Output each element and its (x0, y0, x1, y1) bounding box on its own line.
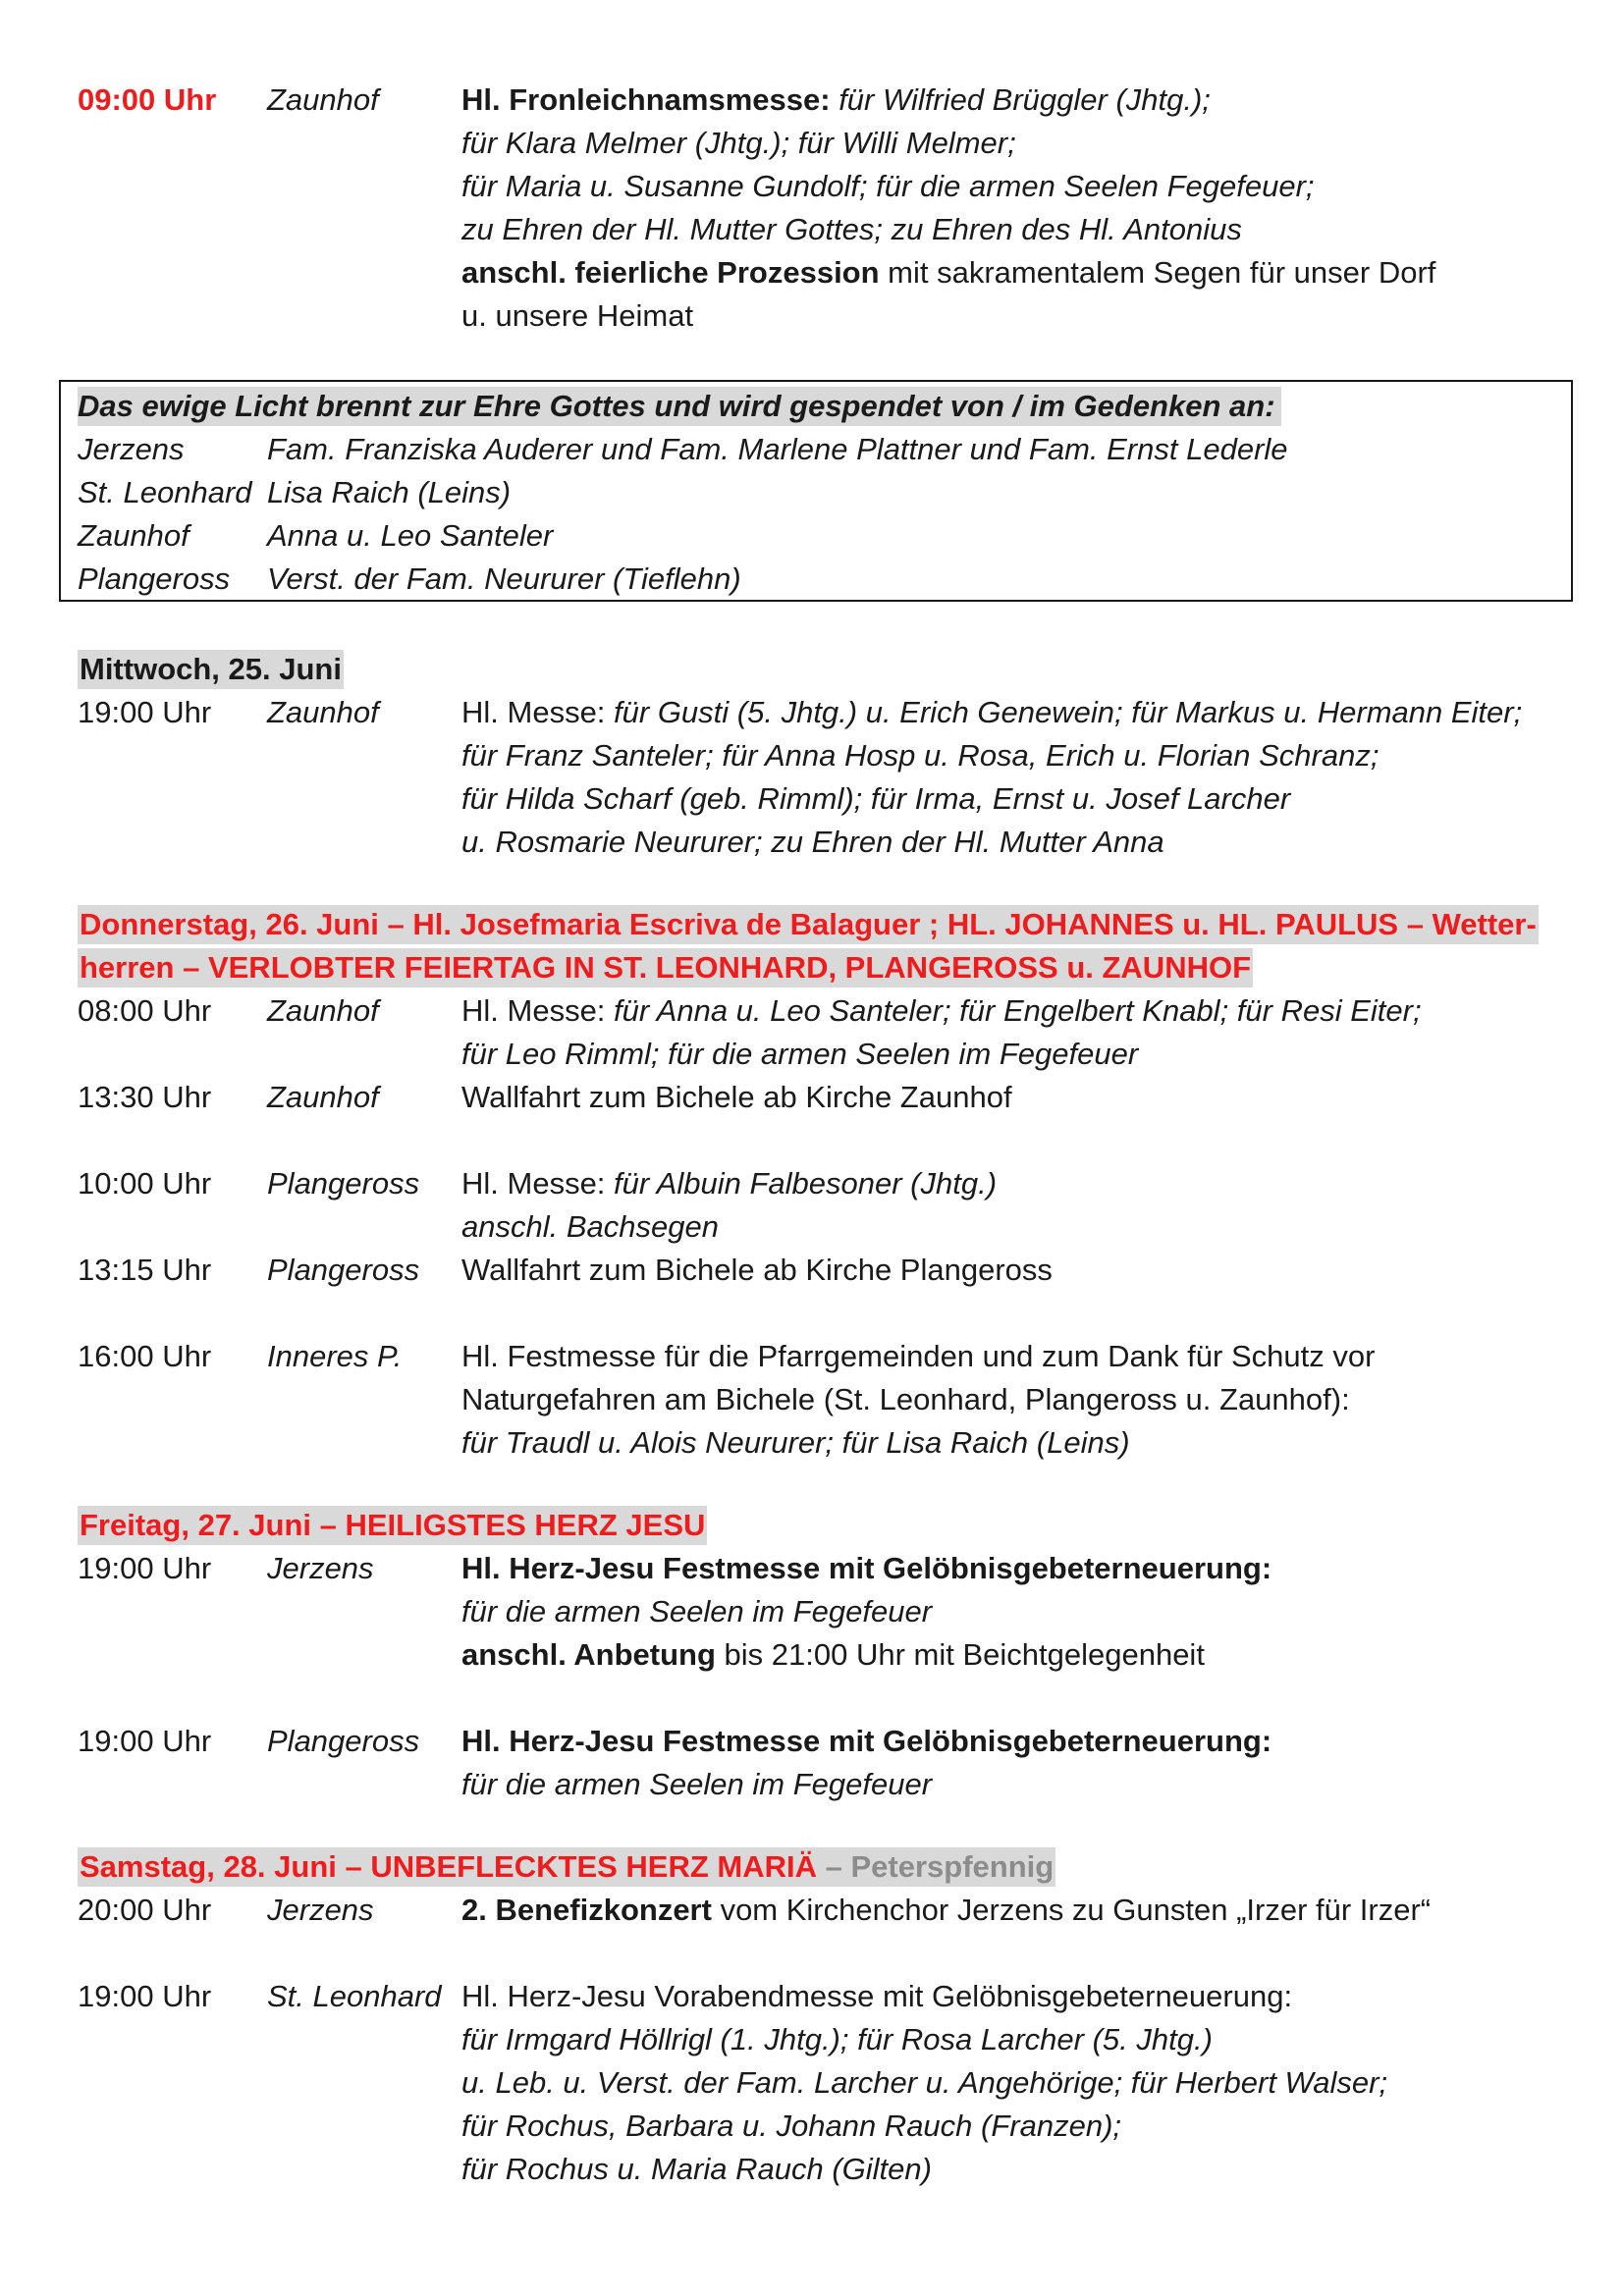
event-line (461, 1162, 997, 1205)
event-place: Jerzens (267, 1551, 374, 1585)
event-place: Zaunhof (267, 1080, 379, 1114)
peterspfennig-label: – Peterspfennig (817, 1849, 1055, 1884)
ewiges-licht-heading: Das ewige Licht brennt zur Ehre Gottes und wird gespendet von / im Gedenken an: (78, 387, 1281, 426)
event-line: u. Leb. u. Verst. der Fam. Larcher u. Angehörige; für Herbert Walser; (461, 2065, 1388, 2100)
licht-text: Anna u. Leo Santeler (267, 518, 554, 553)
event-line: u. Rosmarie Neururer; zu Ehren der Hl. Mutter Anna (461, 825, 1164, 859)
licht-text: Verst. der Fam. Neururer (Tieflehn) (267, 561, 741, 596)
day-heading-donnerstag-2: herren – VERLOBTER FEIERTAG IN ST. LEONHARD, PLANGEROSS u. ZAUNHOF (78, 948, 1253, 988)
event-line: für Rochus, Barbara u. Johann Rauch (Franzen); (461, 2109, 1122, 2143)
messe-label: Hl. Messe: (461, 695, 615, 729)
day-heading-mittwoch: Mittwoch, 25. Juni (78, 650, 344, 689)
anbetung-text: bis 21:00 Uhr mit Beichtgelegenheit (715, 1637, 1205, 1672)
event-place: Zaunhof (267, 993, 379, 1028)
event-line: Hl. Herz-Jesu Festmesse mit Gelöbnisgebeterneuerung: (461, 1551, 1272, 1585)
licht-text: Lisa Raich (Leins) (267, 475, 512, 509)
event-time: 10:00 Uhr (78, 1166, 212, 1201)
event-line: für die armen Seelen im Fegefeuer (461, 1767, 933, 1801)
event-line: Wallfahrt zum Bichele ab Kirche Plangeross (461, 1253, 1053, 1287)
anbetung-label: anschl. Anbetung (461, 1637, 716, 1672)
event-place: Inneres P. (267, 1339, 403, 1373)
event-time: 13:15 Uhr (78, 1253, 212, 1287)
event-line: für Franz Santeler; für Anna Hosp u. Rosa, Erich u. Florian Schranz; (461, 738, 1380, 773)
event-time: 16:00 Uhr (78, 1339, 212, 1373)
event-place: St. Leonhard (267, 1979, 442, 2013)
intention: für Anna u. Leo Santeler; für Engelbert Knabl; für Resi Eiter; (614, 993, 1422, 1028)
event-line: Hl. Festmesse für die Pfarrgemeinden und zum Dank für Schutz vor (461, 1339, 1376, 1373)
event-time: 08:00 Uhr (78, 993, 212, 1028)
licht-place: Plangeross (78, 561, 231, 596)
event-place: Jerzens (267, 1893, 374, 1927)
fronleichnam-line-3: für Maria u. Susanne Gundolf; für die armen Seelen Fegefeuer; (461, 169, 1315, 203)
day-heading-samstag (78, 1847, 1055, 1887)
fronleichnam-line-1 (461, 79, 1211, 122)
fronleichnam-intention: für Wilfried Brüggler (Jhtg.); (830, 82, 1211, 117)
event-line: für Leo Rimml; für die armen Seelen im Fegefeuer (461, 1037, 1139, 1071)
event-line: anschl. Bachsegen (461, 1209, 719, 1244)
konzert-text: vom Kirchenchor Jerzens zu Gunsten „Irzer für Irzer“ (711, 1893, 1432, 1927)
event-line: für Hilda Scharf (geb. Rimml); für Irma, Ernst u. Josef Larcher (461, 781, 1291, 816)
event-time: 19:00 Uhr (78, 1979, 212, 2013)
event-place: Plangeross (267, 1724, 420, 1758)
fronleichnam-time: 09:00 Uhr (78, 82, 217, 117)
fronleichnam-line-5 (461, 251, 1435, 294)
event-time: 19:00 Uhr (78, 1724, 212, 1758)
event-line (461, 1889, 1431, 1932)
day-heading-donnerstag-1: Donnerstag, 26. Juni – Hl. Josefmaria Escriva de Balaguer ; HL. JOHANNES u. HL. PAULUS – Wetter- (78, 905, 1539, 944)
fronleichnam-line-4: zu Ehren der Hl. Mutter Gottes; zu Ehren des Hl. Antonius (461, 212, 1242, 246)
fronleichnam-line-6: u. unsere Heimat (461, 298, 694, 333)
intention: für Gusti (5. Jhtg.) u. Erich Genewein; für Markus u. Hermann Eiter; (614, 695, 1523, 729)
event-line: Wallfahrt zum Bichele ab Kirche Zaunhof (461, 1080, 1012, 1114)
messe-label: Hl. Messe: (461, 993, 615, 1028)
fronleichnam-line-2: für Klara Melmer (Jhtg.); für Willi Melmer; (461, 126, 1016, 160)
event-line: für Irmgard Höllrigl (1. Jhtg.); für Rosa Larcher (5. Jhtg.) (461, 2022, 1213, 2056)
licht-place: Jerzens (78, 432, 185, 466)
prozession-text: mit sakramentalem Segen für unser Dorf (879, 255, 1436, 290)
licht-place: Zaunhof (78, 518, 189, 553)
event-line: für Rochus u. Maria Rauch (Gilten) (461, 2152, 932, 2186)
event-time: 13:30 Uhr (78, 1080, 212, 1114)
intention: für Albuin Falbesoner (Jhtg.) (614, 1166, 998, 1201)
fronleichnam-title: Hl. Fronleichnamsmesse: (461, 82, 831, 117)
event-line: für Traudl u. Alois Neururer; für Lisa Raich (Leins) (461, 1425, 1130, 1460)
event-place: Plangeross (267, 1166, 420, 1201)
event-line (461, 989, 1422, 1033)
day-heading-freitag: Freitag, 27. Juni – HEILIGSTES HERZ JESU (78, 1506, 707, 1545)
event-line (461, 691, 1522, 734)
event-place: Plangeross (267, 1253, 420, 1287)
event-place: Zaunhof (267, 695, 379, 729)
event-line: Hl. Herz-Jesu Vorabendmesse mit Gelöbnisgebeterneuerung: (461, 1979, 1293, 2013)
messe-label: Hl. Messe: (461, 1166, 615, 1201)
prozession-label: anschl. feierliche Prozession (461, 255, 880, 290)
event-line: für die armen Seelen im Fegefeuer (461, 1594, 933, 1629)
event-time: 19:00 Uhr (78, 695, 212, 729)
licht-place: St. Leonhard (78, 475, 252, 509)
fronleichnam-place: Zaunhof (267, 82, 379, 117)
event-time: 19:00 Uhr (78, 1551, 212, 1585)
licht-text: Fam. Franziska Auderer und Fam. Marlene Plattner und Fam. Ernst Lederle (267, 432, 1288, 466)
samstag-title: Samstag, 28. Juni – UNBEFLECKTES HERZ MARIÄ (80, 1849, 818, 1884)
event-line: Hl. Herz-Jesu Festmesse mit Gelöbnisgebeterneuerung: (461, 1724, 1272, 1758)
event-time: 20:00 Uhr (78, 1893, 212, 1927)
event-line: Naturgefahren am Bichele (St. Leonhard, Plangeross u. Zaunhof): (461, 1382, 1350, 1416)
event-line (461, 1633, 1205, 1677)
konzert-label: 2. Benefizkonzert (461, 1893, 712, 1927)
